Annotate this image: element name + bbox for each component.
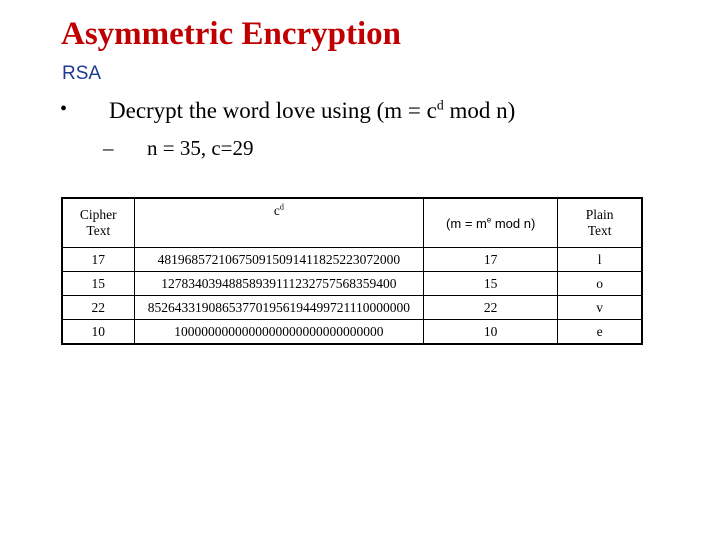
sub-bullet-text: n = 35, c=29 <box>147 136 254 160</box>
cell-cd: 12783403948858939111232757568359400 <box>134 272 423 296</box>
slide-subtitle: RSA <box>62 63 102 84</box>
cell-m: 17 <box>424 248 558 272</box>
table-row <box>62 272 642 296</box>
bullet-text <box>109 98 515 124</box>
cell-cd: 852643319086537701956194499721110000000 <box>134 296 423 320</box>
header-cd-exponent: d <box>279 202 284 212</box>
sub-bullet-marker: – <box>103 136 114 160</box>
bullet-text-main: Decrypt the word love using (m = c <box>109 98 437 123</box>
cell-cd: 1000000000000000000000000000000 <box>134 320 423 345</box>
header-m-mod-n <box>424 198 558 248</box>
header-cipher-line1: Cipher <box>79 207 117 222</box>
cell-plain: e <box>558 320 642 345</box>
rsa-decryption-table <box>61 197 643 345</box>
cell-m: 10 <box>424 320 558 345</box>
header-cipher-line2: Text <box>86 223 111 238</box>
table-row <box>62 320 642 345</box>
cell-plain: l <box>558 248 642 272</box>
header-mod-tail: mod n) <box>491 215 536 231</box>
header-plain-text <box>558 198 642 248</box>
table-header-row <box>62 198 642 248</box>
header-mod-exponent: e <box>486 215 492 225</box>
cell-cipher: 17 <box>62 248 134 272</box>
cell-m: 15 <box>424 272 558 296</box>
cell-plain: o <box>558 272 642 296</box>
header-cd-base: c <box>273 203 280 218</box>
table-row <box>62 248 642 272</box>
header-cd <box>134 198 423 248</box>
cell-cipher: 22 <box>62 296 134 320</box>
header-plain-line2: Text <box>587 223 612 238</box>
cell-cipher: 15 <box>62 272 134 296</box>
header-plain-line1: Plain <box>585 207 614 222</box>
header-mod-main: (m = m <box>446 215 487 231</box>
bullet-exponent: d <box>436 97 444 113</box>
slide-title: Asymmetric Encryption <box>61 16 402 52</box>
table-row <box>62 296 642 320</box>
bullet-marker: • <box>60 98 68 120</box>
cell-plain: v <box>558 296 642 320</box>
cell-cd: 481968572106750915091411825223072000 <box>134 248 423 272</box>
header-cipher-text <box>62 198 134 248</box>
bullet-text-tail: mod n) <box>443 98 516 123</box>
cell-m: 22 <box>424 296 558 320</box>
cell-cipher: 10 <box>62 320 134 345</box>
